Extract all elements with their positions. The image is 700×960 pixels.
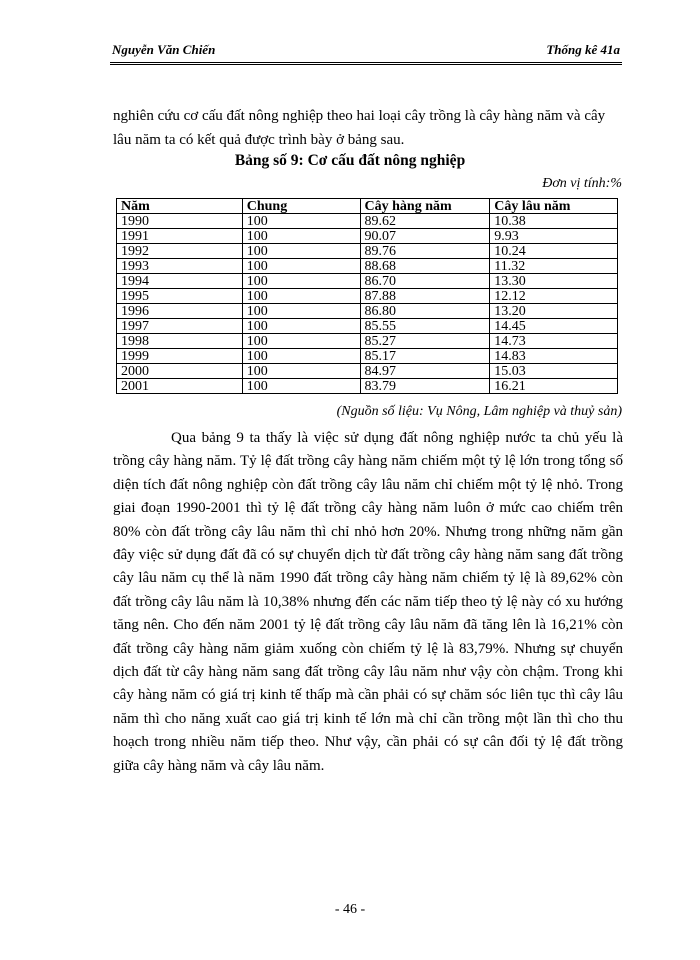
cell-annual: 86.80 bbox=[360, 304, 490, 319]
cell-year: 1992 bbox=[117, 244, 243, 259]
intro-text: nghiên cứu cơ cấu đất nông nghiệp theo hai loại cây trồng là cây hàng năm và cây lâu năm ta có kết quả được trình bày ở bảng sau. bbox=[113, 108, 606, 148]
cell-perennial: 15.03 bbox=[490, 364, 618, 379]
cell-year: 1990 bbox=[117, 214, 243, 229]
table-row bbox=[117, 214, 618, 229]
table-body bbox=[117, 214, 618, 394]
cell-year: 1997 bbox=[117, 319, 243, 334]
cell-total: 100 bbox=[242, 334, 360, 349]
cell-total: 100 bbox=[242, 229, 360, 244]
cell-annual: 85.55 bbox=[360, 319, 490, 334]
cell-year: 1993 bbox=[117, 259, 243, 274]
unit-label: Đơn vị tính:% bbox=[542, 176, 622, 191]
col-header-perennial: Cây lâu năm bbox=[490, 199, 618, 214]
col-header-total: Chung bbox=[242, 199, 360, 214]
cell-total: 100 bbox=[242, 364, 360, 379]
table-row bbox=[117, 319, 618, 334]
cell-total: 100 bbox=[242, 289, 360, 304]
cell-year: 1991 bbox=[117, 229, 243, 244]
cell-year: 1999 bbox=[117, 349, 243, 364]
cell-annual: 88.68 bbox=[360, 259, 490, 274]
cell-year: 1998 bbox=[117, 334, 243, 349]
cell-annual: 85.27 bbox=[360, 334, 490, 349]
cell-year: 1996 bbox=[117, 304, 243, 319]
page-header bbox=[110, 40, 622, 65]
table-title: Bảng số 9: Cơ cấu đất nông nghiệp bbox=[234, 152, 466, 169]
cell-perennial: 14.45 bbox=[490, 319, 618, 334]
cell-total: 100 bbox=[242, 244, 360, 259]
col-header-annual: Cây hàng năm bbox=[360, 199, 490, 214]
table-header-row bbox=[117, 199, 618, 214]
table-row bbox=[117, 244, 618, 259]
cell-perennial: 13.30 bbox=[490, 274, 618, 289]
cell-perennial: 11.32 bbox=[490, 259, 618, 274]
cell-year: 1994 bbox=[117, 274, 243, 289]
cell-perennial: 10.24 bbox=[490, 244, 618, 259]
table-row bbox=[117, 229, 618, 244]
cell-total: 100 bbox=[242, 319, 360, 334]
cell-perennial: 10.38 bbox=[490, 214, 618, 229]
table-row bbox=[117, 379, 618, 394]
table-row bbox=[117, 289, 618, 304]
header-course: Thống kê 41a bbox=[546, 42, 620, 57]
cell-annual: 89.76 bbox=[360, 244, 490, 259]
cell-total: 100 bbox=[242, 214, 360, 229]
cell-total: 100 bbox=[242, 349, 360, 364]
col-header-year: Năm bbox=[117, 199, 243, 214]
table-row bbox=[117, 364, 618, 379]
table-row bbox=[117, 349, 618, 364]
cell-annual: 87.88 bbox=[360, 289, 490, 304]
cell-total: 100 bbox=[242, 259, 360, 274]
analysis-paragraph: Qua bảng 9 ta thấy là việc sử dụng đất nông nghiệp nước ta chủ yếu là trồng cây hàng năm. Tỷ lệ đất trồng cây hàng năm chiếm một tỷ lệ lớn trong tổng số diện tích đất nông nghiệp còn đất trồng cây lâu năm chỉ chiếm một tỷ lệ nhỏ. Trong giai đoạn 1990-2001 thì tỷ lệ đất trồng cây hàng năm luôn ở mức cao chiếm trên 80% còn đất trồng cây lâu năm thì chỉ nhỏ hơn 20%. Nhưng trong những năm gần đây việc sử dụng đất đã có sự chuyển dịch từ đất trồng cây hàng năm sang đất trồng cây lâu năm cụ thể là năm 1990 đất trồng cây hàng năm chiếm tỷ lệ là 89,62% còn đất trồng cây lâu năm là 10,38% nhưng đến các năm tiếp theo tỷ lệ này có xu hướng tăng nên. Cho đến năm 2001 tỷ lệ đất trồng cây lâu năm đã tăng lên là 16,21% còn đất trồng cây hàng năm giảm xuống còn chiếm tỷ lệ là 83,79%. Nhưng sự chuyển dịch đất từ cây hàng năm sang đất trồng cây lâu năm như vậy còn chậm. Trong khi cây hàng năm có giá trị kinh tế thấp mà cần phải có sự chăm sóc liên tục thì cây lâu năm thì cho năng xuất cao giá trị kinh tế lớn mà chỉ cần trồng một lần thì cho thu hoạch trong nhiều năm tiếp theo. Như vậy, cần phải có sự cân đối tỷ lệ đất trồng giữa cây hàng năm và cây lâu năm. bbox=[113, 430, 623, 774]
cell-year: 2000 bbox=[117, 364, 243, 379]
data-table bbox=[116, 198, 618, 394]
cell-perennial: 16.21 bbox=[490, 379, 618, 394]
cell-total: 100 bbox=[242, 274, 360, 289]
cell-annual: 84.97 bbox=[360, 364, 490, 379]
cell-year: 2001 bbox=[117, 379, 243, 394]
cell-total: 100 bbox=[242, 379, 360, 394]
page-number: - 46 - bbox=[334, 902, 366, 917]
cell-perennial: 12.12 bbox=[490, 289, 618, 304]
cell-annual: 89.62 bbox=[360, 214, 490, 229]
cell-perennial: 9.93 bbox=[490, 229, 618, 244]
cell-perennial: 14.83 bbox=[490, 349, 618, 364]
table-row bbox=[117, 274, 618, 289]
cell-year: 1995 bbox=[117, 289, 243, 304]
table-row bbox=[117, 259, 618, 274]
cell-perennial: 13.20 bbox=[490, 304, 618, 319]
data-source: (Nguồn số liệu: Vụ Nông, Lâm nghiệp và thuỷ sản) bbox=[336, 404, 622, 419]
table-row bbox=[117, 334, 618, 349]
table-row bbox=[117, 304, 618, 319]
cell-total: 100 bbox=[242, 304, 360, 319]
header-author: Nguyễn Văn Chiến bbox=[112, 42, 216, 57]
cell-annual: 85.17 bbox=[360, 349, 490, 364]
cell-annual: 83.79 bbox=[360, 379, 490, 394]
cell-annual: 90.07 bbox=[360, 229, 490, 244]
cell-perennial: 14.73 bbox=[490, 334, 618, 349]
cell-annual: 86.70 bbox=[360, 274, 490, 289]
